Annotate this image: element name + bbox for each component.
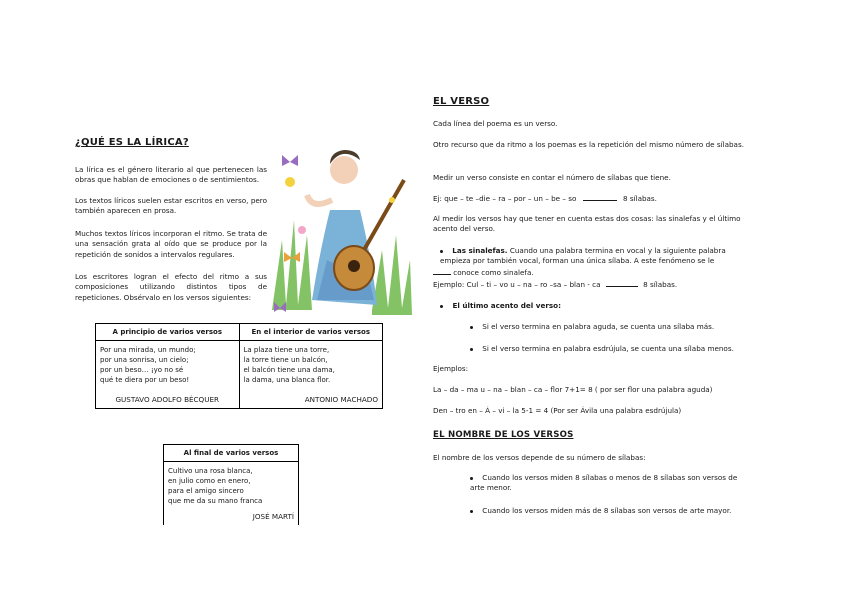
example-sinalefa-result: 8 sílabas. [643,280,678,289]
bullet-sinalefas [440,246,753,267]
verse-line: Cultivo una rosa blanca, [168,467,253,475]
blank-line [433,274,451,275]
bullet-text-sinalefas: Cuando una palabra termina en vocal y la siguiente palabra empieza por también vocal, forman una única sílaba. A este fenómeno se le [440,246,726,266]
table-header-final: Al final de varios versos [164,445,299,462]
author-machado: ANTONIO MACHADO [304,394,378,404]
blank-line [606,286,638,287]
verse-line: el balcón tiene una dama, [243,366,335,375]
example-sinalefa [433,280,753,290]
bullet-arte-mayor-text: Cuando los versos miden más de 8 sílabas son versos de arte mayor. [482,506,732,515]
woman-with-lute-illustration [272,140,412,315]
example-medir-result: 8 sílabas. [622,194,657,203]
example-aguda: La – da – ma u – na – blan – ca – flor 7+1= 8 ( por ser flor una palabra aguda) [433,385,713,394]
table-repeticiones-principio-interior [95,323,383,409]
sub-bullet-esdrujula-text: Si el verso termina en palabra esdrújula, se cuenta una sílaba menos. [482,344,734,353]
verse-line: por una sonrisa, un cielo; [100,356,189,365]
bullet-icon [440,250,443,253]
paragraph-verso-prosa: Los textos líricos suelen estar escritos en verso, pero también aparecen en prosa. [75,196,267,216]
paragraph-medir-verso: Medir un verso consiste en contar el número de sílabas que tiene. [433,173,671,182]
verse-line: La plaza tiene una torre, [243,346,330,354]
bullet-arte-menor [470,473,740,494]
sinalefa-continuation [433,268,534,278]
bullet-icon [470,477,473,480]
verse-line: qué te diera por un beso! [100,376,190,385]
paragraph-medir-tener-en-cuenta: Al medir los versos hay que tener en cuenta estas dos cosas: las sinalefas y el último acento del verso. [433,214,741,234]
verse-line: que me da su mano franca [168,497,263,506]
bullet-icon [470,510,473,513]
sub-bullet-esdrujula [470,344,734,353]
section-title-nombre-versos: EL NOMBRE DE LOS VERSOS [433,430,574,440]
bullet-icon [470,348,473,351]
bullet-arte-mayor [470,506,740,516]
paragraph-verso-definition: Cada línea del poema es un verso. [433,119,558,128]
blank-line [583,200,617,201]
paragraph-lirica-definition: La lírica es el género literario al que pertenecen las obras que hablan de emociones o de sentimientos. [75,165,267,185]
bullet-ultimo-acento [440,301,561,310]
table-cell-machado [239,341,383,409]
paragraph-repeticion-silabas: Otro recurso que da ritmo a los poemas es la repetición del mismo número de sílabas. [433,140,744,149]
table-header-interior: En el interior de varios versos [239,324,383,341]
verse-line: la dama, una blanca flor. [243,376,331,385]
table-cell-marti [164,462,299,526]
example-medir-syllables: Ej: que – te –die – ra – por – un – be – so [433,194,577,203]
verse-line: la torre tiene un balcón, [243,356,328,365]
table-header-principio: A principio de varios versos [96,324,240,341]
bullet-icon [440,305,443,308]
ejemplos-label: Ejemplos: [433,364,469,373]
table-cell-becquer [96,341,240,409]
author-marti: JOSÉ MARTÍ [252,511,294,521]
table-repeticiones-final [163,444,299,525]
bullet-label-ultimo-acento: El último acento del verso: [452,301,561,310]
verse-line: para el amigo sincero [168,487,244,496]
paragraph-ritmo: Muchos textos líricos incorporan el ritmo. Se trata de una sensación grata al oído que se produce por la repetición de sonidos a intervalos regulares. [75,229,267,259]
sinalefa-continuation-text: conoce como sinalefa. [453,268,534,277]
example-sinalefa-syllables: Ejemplo: Cul – ti – vo u – na – ro –sa – blan - ca [433,280,601,289]
paragraph-nombre-versos: El nombre de los versos depende de su número de sílabas: [433,453,646,462]
example-esdrujula: Den – tro en – Á – vi – la 5-1 = 4 (Por ser Ávila una palabra esdrújula) [433,406,682,415]
author-becquer: GUSTAVO ADOLFO BÉCQUER [115,394,220,404]
verse-line: Por una mirada, un mundo; [100,346,196,354]
sub-bullet-aguda-text: Si el verso termina en palabra aguda, se cuenta una sílaba más. [482,322,715,331]
example-medir [433,194,753,204]
bullet-icon [470,326,473,329]
verse-line: en julio como en enero, [168,477,251,486]
paragraph-repeticiones: Los escritores logran el efecto del ritmo a sus composiciones utilizando distintos tipos de repeticiones. Obsérvalo en los versos siguientes: [75,272,267,302]
bullet-arte-menor-text: Cuando los versos miden 8 sílabas o menos de 8 sílabas son versos de arte menor. [470,473,738,493]
section-title-verso: EL VERSO [433,96,490,107]
section-title-lirica: ¿QUÉ ES LA LÍRICA? [75,137,189,148]
bullet-label-sinalefas: Las sinalefas. [452,246,508,255]
verse-line: por un beso… ¡yo no sé [100,366,184,375]
sub-bullet-aguda [470,322,714,331]
